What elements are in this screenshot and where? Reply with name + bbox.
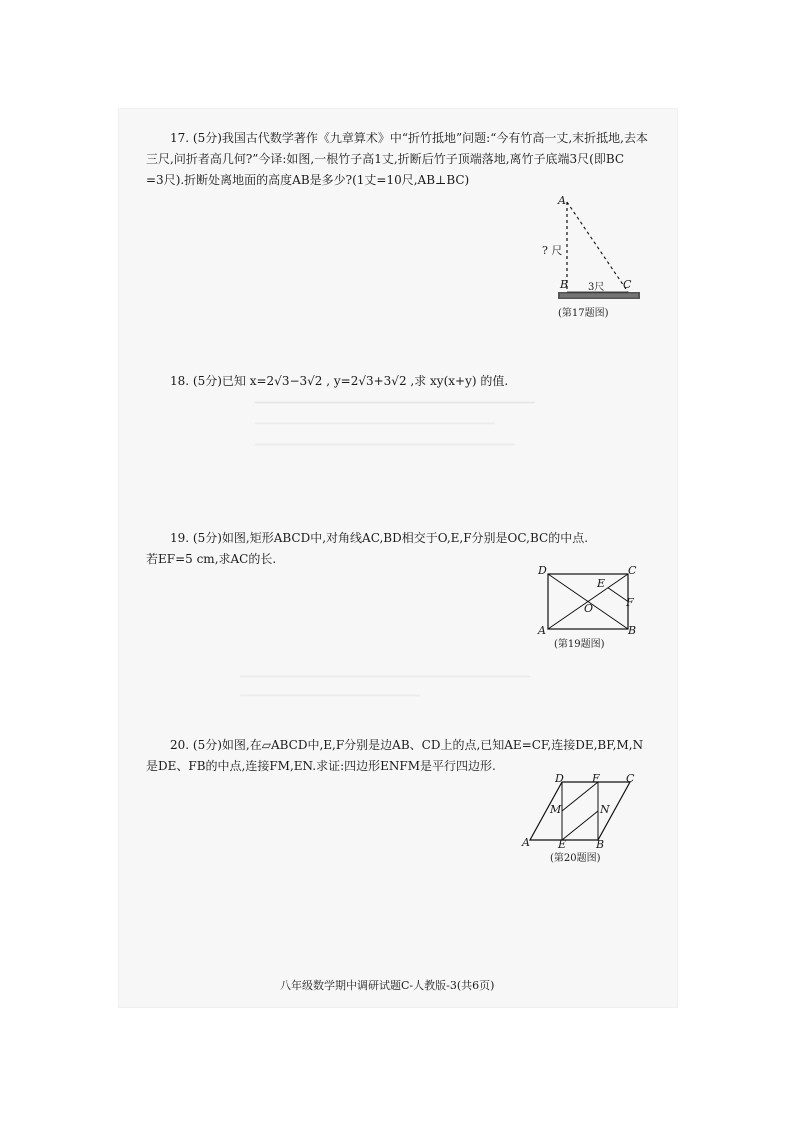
q19-label-D: D <box>538 564 547 577</box>
figure-19 <box>538 564 638 650</box>
q19-label-O: O <box>584 602 594 615</box>
q17-line1: 17. (5分)我国古代数学著作《九章算术》中“折竹抵地”问题:“今有竹高一丈,末折抵地,去本 <box>170 131 648 145</box>
q18-line1: 18. (5分)已知 x=2√3−3√2 , y=2√3+3√2 ,求 xy(x+y) 的值. <box>170 374 509 388</box>
page-footer: 八年级数学期中调研试题C-人教版-3(共6页) <box>280 979 495 992</box>
q17-label-C: C <box>623 278 632 291</box>
q20-label-F: F <box>592 772 600 785</box>
segment-FM <box>562 782 598 811</box>
q19-line2: 若EF=5 cm,求AC的长. <box>146 552 277 566</box>
q17-line2: 三尺,问折者高几何?”今译:如图,一根竹子高1丈,折断后竹子顶端落地,离竹子底端3尺(即BC <box>146 152 625 166</box>
figure-17 <box>530 192 650 319</box>
q20-label-A: A <box>522 836 530 849</box>
q17-label-base: 3尺 <box>588 282 605 293</box>
q20-label-E: E <box>558 838 567 851</box>
q20-line2: 是DE、FB的中点,连接FM,EN.求证:四边形ENFM是平行四边形. <box>146 759 496 773</box>
q19-label-E: E <box>597 577 606 590</box>
question-17 <box>146 128 650 191</box>
q20-label-B: B <box>596 838 605 851</box>
bleed-through-shading <box>255 396 555 476</box>
q20-label-D: D <box>555 772 564 785</box>
segment-EN <box>562 811 598 840</box>
q17-line3: =3尺).折断处离地面的高度AB是多少?(1丈=10尺,AB⊥BC) <box>146 173 470 187</box>
question-20 <box>146 735 650 777</box>
q19-label-C: C <box>628 564 637 577</box>
bleed-through-shading-2 <box>240 676 540 716</box>
q19-label-A: A <box>538 624 546 637</box>
figure-20 <box>518 772 642 864</box>
q20-caption: (第20题图) <box>550 853 601 864</box>
parallelogram-ABCD <box>530 782 630 840</box>
q20-label-C: C <box>626 772 635 785</box>
q17-caption: (第17题图) <box>558 308 609 319</box>
q20-label-N: N <box>600 803 610 816</box>
q17-label-A: A <box>558 194 566 207</box>
q17-label-B: B <box>560 278 569 291</box>
q19-label-B: B <box>628 624 637 637</box>
q19-caption: (第19题图) <box>554 639 605 650</box>
q17-label-side: ? 尺 <box>542 244 563 257</box>
question-18 <box>170 371 650 392</box>
q20-line1: 20. (5分)如图,在▱ABCD中,E,F分别是边AB、CD上的点,已知AE=CF,连接DE,BF,M,N <box>170 738 644 752</box>
segment-EF <box>608 588 628 602</box>
q19-label-F: F <box>626 596 634 609</box>
q19-line1: 19. (5分)如图,矩形ABCD中,对角线AC,BD相交于O,E,F分别是OC,BC的中点. <box>170 531 589 545</box>
q20-label-M: M <box>550 803 562 816</box>
